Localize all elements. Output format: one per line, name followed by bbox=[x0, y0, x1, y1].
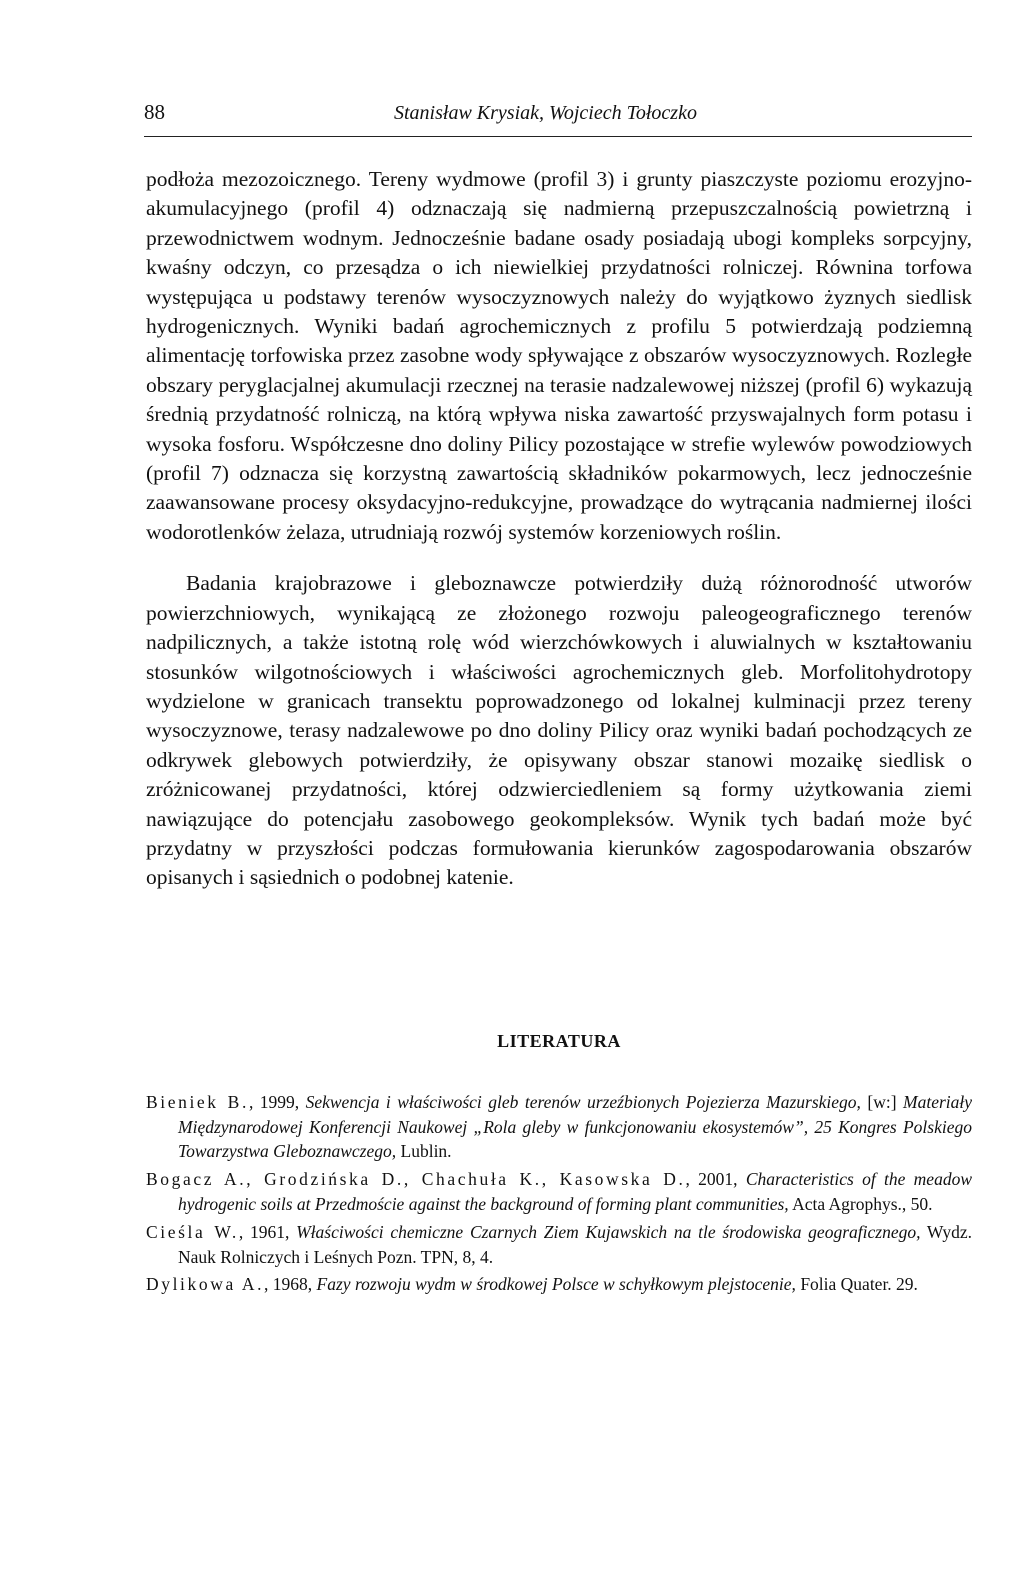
reference-author: Cieśla W. bbox=[146, 1221, 239, 1242]
reference-item: Bogacz A., Grodzińska D., Chachuła K., Kasowska D., 2001, Characteristics of the meadow hydrogenic soils at Przedmoście against the background of forming plant communities, Acta Agrophys., 50. bbox=[146, 1169, 972, 1214]
reference-item: Bieniek B., 1999, Sekwencja i właściwości gleb terenów urzeźbionych Pojezierza Mazurskiego, [w:] Materiały Międzynarodowej Konferencji Naukowej „Rola gleby w funkcjonowaniu ekosystemów”, 25 Kongres Polskiego Towarzystwa Gleboznawczego, Lublin. bbox=[146, 1091, 973, 1162]
reference-source-title: Materiały Międzynarodowej Konferencji Naukowej „Rola gleby w funkcjonowaniu ekosystemów”, 25 Kongres Polskiego Towarzystwa Gleboznawczego, bbox=[178, 1091, 973, 1162]
reference-title: Characteristics of the meadow hydrogenic soils at Przedmoście against the background of forming plant communities, bbox=[178, 1169, 972, 1214]
reference-item: Dylikowa A., 1968, Fazy rozwoju wydm w środkowej Polsce w schyłkowym plejstocenie, Folia Quater. 29. bbox=[146, 1274, 918, 1295]
reference-item: Cieśla W., 1961, Właściwości chemiczne Czarnych Ziem Kujawskich na tle środowiska geograficznego, Wydz. Nauk Rolniczych i Leśnych Pozn. TPN, 8, 4. bbox=[146, 1221, 972, 1267]
reference-author: Bogacz A., Grodzińska D., Chachuła K., Kasowska D. bbox=[146, 1169, 686, 1190]
reference-title: Właściwości chemiczne Czarnych Ziem Kujawskich na tle środowiska geograficznego, bbox=[296, 1221, 921, 1242]
reference-author: Dylikowa A. bbox=[146, 1274, 265, 1295]
reference-title: Sekwencja i właściwości gleb terenów urzeźbionych Pojezierza Mazurskiego, bbox=[305, 1091, 861, 1112]
page-body bbox=[146, 165, 972, 1300]
page-header bbox=[144, 96, 972, 137]
reference-author: Bieniek B. bbox=[146, 1091, 249, 1112]
running-head: Stanisław Krysiak, Wojciech Tołoczko bbox=[394, 102, 697, 124]
paragraph-summary: Badania krajobrazowe i gleboznawcze potwierdziły dużą różnorodność utworów powierzchniowych, wynikającą ze złożonego rozwoju paleogeograficznego terenów nadpilicznych, a także istotną rolę wód wierzchówkowych i aluwialnych w kształtowaniu stosunków wilgotnościowych i właściwości agrochemicznych gleb. Morfolitohydrotopy wydzielone w granicach transektu poprowadzonego od lokalnej kulminacji przez tereny wysoczyznowe, terasy nadzalewowe po dno doliny Pilicy oraz wyniki badań pochodzących ze odkrywek glebowych potwierdziły, że opisywany obszar stanowi mozaikę siedlisk o zróżnicowanej przydatności, której odzwierciedleniem są formy użytkowania ziemi nawiązujące do potencjału zasobowego geokompleksów. Wynik tych badań może być przydatny w przyszłości podczas formułowania kierunków zagospodarowania obszarów opisanych i sąsiednich o podobnej katenie. bbox=[146, 571, 972, 890]
reference-list bbox=[146, 1090, 972, 1297]
page-number: 88 bbox=[144, 100, 165, 124]
paragraph-continuation: podłoża mezozoicznego. Tereny wydmowe (profil 3) i grunty piaszczyste poziomu erozyjno-akumulacyjnego (profil 4) odznaczają się nadmierną przepuszczalnością powietrzną i przewodnictwem wodnym. Jednocześnie badane osady posiadają ubogi kompleks sorpcyjny, kwaśny odczyn, co przesądza o ich niewielkiej przydatności rolniczej. Równina torfowa występująca u podstawy terenów wysoczyznowych należy do wyjątkowo żyznych siedlisk hydrogenicznych. Wyniki badań agrochemicznych z profilu 5 potwierdzają podziemną alimentację torfowiska przez zasobne wody spływające z obszarów wysoczyznowych. Rozległe obszary peryglacjalnej akumulacji rzecznej na terasie nadzalewowej niższej (profil 6) wykazują średnią przydatność rolniczą, na którą wpływa niska zawartość przyswajalnych form potasu i wysoka fosforu. Współczesne dno doliny Pilicy pozostające w strefie wylewów powodziowych (profil 7) odznacza się korzystną zawartością składników pokarmowych, lecz jednocześnie zaawansowane procesy oksydacyjno-redukcyjne, prowadzące do wytrącania nadmiernej ilości wodorotlenków żelaza, utrudniają rozwój systemów korzeniowych roślin. bbox=[146, 167, 972, 544]
reference-title: Fazy rozwoju wydm w środkowej Polsce w schyłkowym plejstocenie, bbox=[316, 1274, 796, 1295]
section-heading-literatura: LITERATURA bbox=[497, 1030, 621, 1051]
